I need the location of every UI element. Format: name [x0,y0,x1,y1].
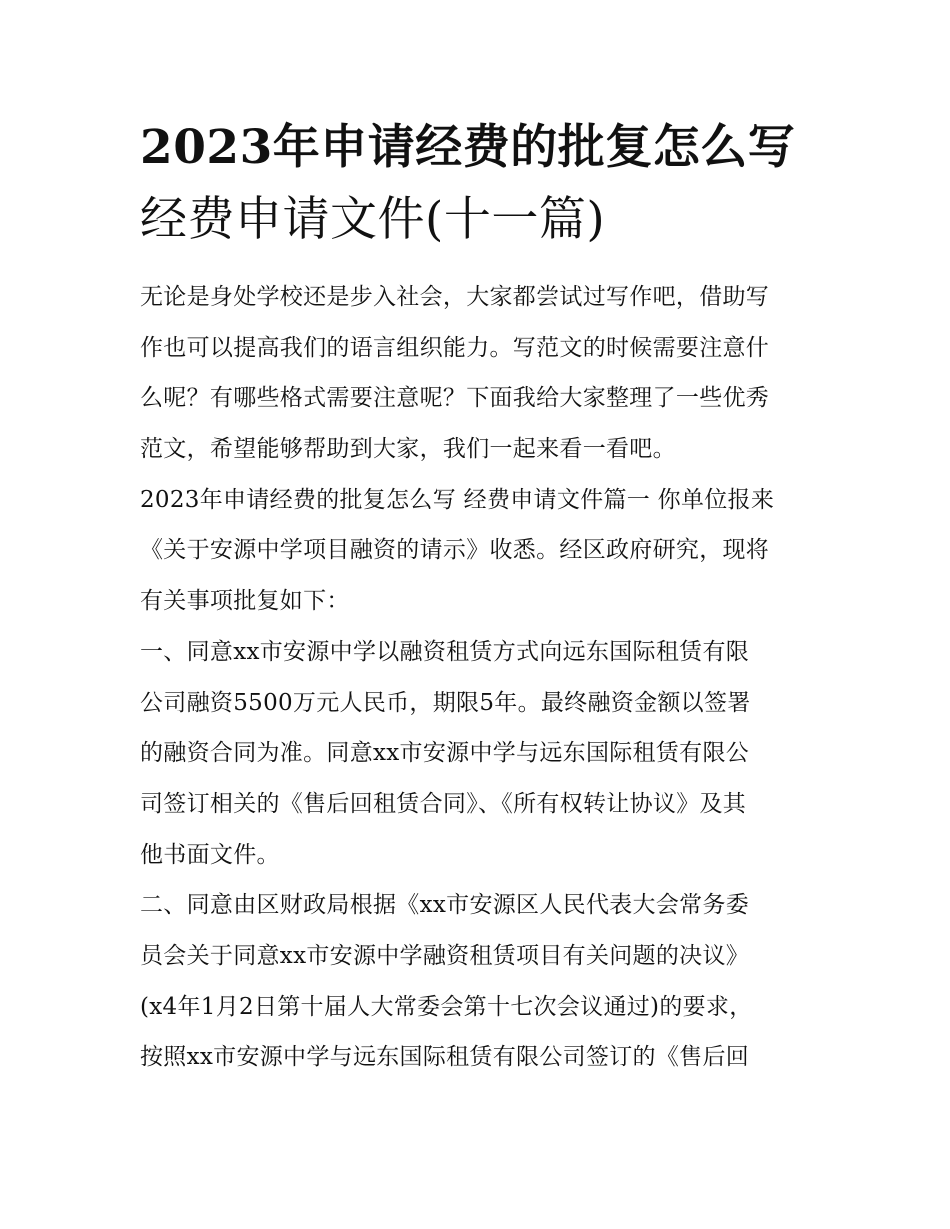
item-two-paragraph [140,880,815,1083]
text-line: 他书面文件。 [140,841,280,868]
section-one-intro-paragraph [140,475,815,627]
text-line: 范文，希望能够帮助到大家，我们一起来看一看吧。 [140,436,676,463]
text-line: 一、同意xx市安源中学以融资租赁方式向远东国际租赁有限 [140,638,750,665]
text-line: 《关于安源中学项目融资的请示》收悉。经区政府研究，现将 [140,537,770,564]
document-title [140,112,815,256]
text-line: 的融资合同为准。同意xx市安源中学与远东国际租赁有限公 [140,740,750,767]
document-body [140,272,815,1083]
text-line: 作也可以提高我们的语言组织能力。写范文的时候需要注意什 [140,334,770,361]
title-line-1: 2023年申请经费的批复怎么写 [140,120,796,175]
text-line: 有关事项批复如下： [140,588,350,615]
text-line: 员会关于同意xx市安源中学融资租赁项目有关问题的决议》 [140,942,750,969]
text-line: (x4年1月2日第十届人大常委会第十七次会议通过)的要求， [140,993,753,1020]
text-line: 2023年申请经费的批复怎么写 经费申请文件篇一 你单位报来 [140,486,775,513]
text-line: 按照xx市安源中学与远东国际租赁有限公司签订的《售后回 [140,1044,750,1071]
intro-paragraph [140,272,815,475]
document-page [140,112,815,1083]
text-line: 么呢？有哪些格式需要注意呢？下面我给大家整理了一些优秀 [140,385,770,412]
text-line: 公司融资5500万元人民币，期限5年。最终融资金额以签署 [140,689,751,716]
item-one-paragraph [140,627,815,880]
text-line: 司签订相关的《售后回租赁合同》、《所有权转让协议》及其 [140,790,747,817]
text-line: 无论是身处学校还是步入社会，大家都尝试过写作吧，借助写 [140,284,770,310]
title-line-2: 经费申请文件(十一篇) [140,192,606,247]
text-line: 二、同意由区财政局根据《xx市安源区人民代表大会常务委 [140,892,750,919]
